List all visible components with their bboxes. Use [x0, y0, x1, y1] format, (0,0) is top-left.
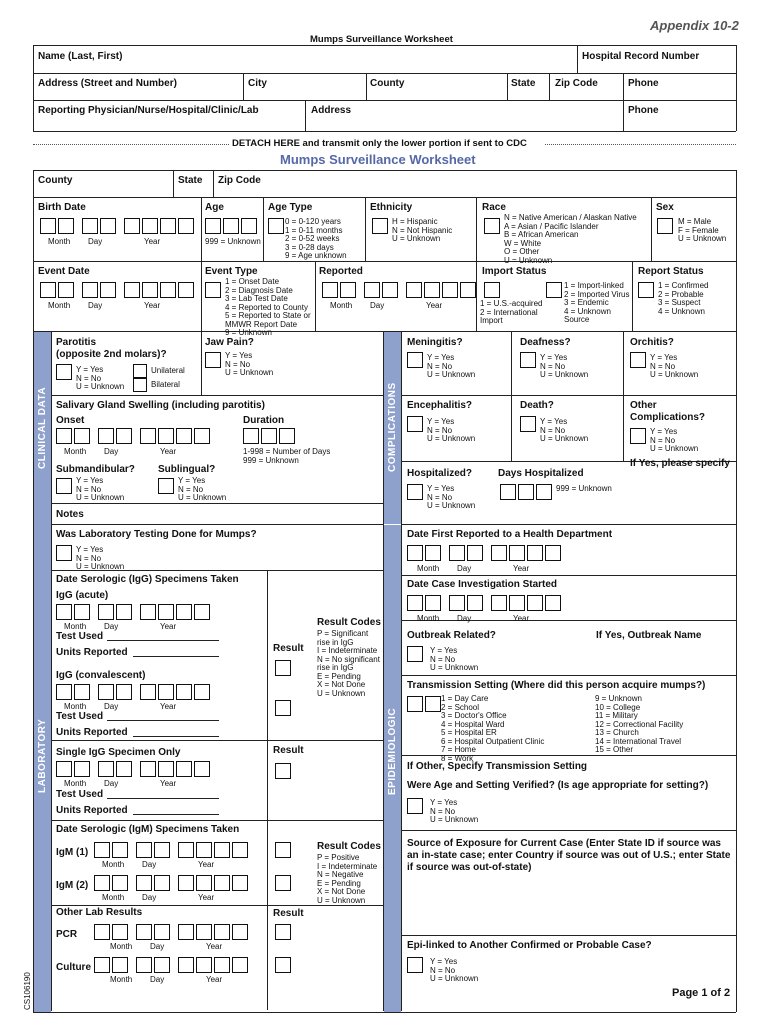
investigation-date-input[interactable]	[407, 595, 563, 611]
detach-text: DETACH HERE and transmit only the lower portion if sent to CDC	[232, 138, 527, 149]
form-id: CS106190	[23, 972, 32, 1010]
age-label: Age	[205, 202, 224, 213]
other-complications-input[interactable]	[630, 428, 646, 444]
birth-date-sublabels: Month Day Year	[48, 237, 161, 246]
parotitis-input[interactable]	[56, 364, 72, 380]
investigation-sublabels: Month Day Year	[417, 614, 530, 623]
zip-field-label: Zip Code	[218, 175, 261, 186]
igg-acute-label: IgG (acute)	[56, 590, 109, 601]
other-complications-label: Other Complications?	[630, 400, 706, 423]
reported-date-input[interactable]	[322, 282, 478, 298]
igg-conv-result-input[interactable]	[275, 700, 291, 716]
race-label: Race	[482, 202, 506, 213]
deafness-input[interactable]	[520, 352, 536, 368]
meningitis-label: Meningitis?	[407, 337, 463, 348]
other-complications-ynu: Y = Yes N = No U = Unknown	[650, 427, 699, 453]
igg-result-codes: P = Significant rise in IgG I = Indeterminate N = No significant rise in IgG E = Pending X = Not Done U = Unknown	[317, 629, 380, 698]
salivary-label: Salivary Gland Swelling (including parotitis)	[56, 400, 265, 411]
duration-codes: 1-998 = Number of Days 999 = Unknown	[243, 447, 331, 465]
address-label: Address (Street and Number)	[38, 78, 177, 89]
single-igg-label: Single IgG Specimen Only	[56, 747, 181, 758]
single-igg-result-label: Result	[273, 745, 304, 756]
culture-sublabels: Month Day Year	[110, 975, 223, 984]
outbreak-input[interactable]	[407, 646, 423, 662]
import-status-label: Import Status	[482, 266, 547, 277]
pcr-result-input[interactable]	[275, 924, 291, 940]
hospital-record-label: Hospital Record Number	[582, 51, 700, 62]
top-title: Mumps Surveillance Worksheet	[310, 34, 453, 45]
pcr-date-input[interactable]	[94, 924, 250, 940]
single-igg-date-input[interactable]	[56, 761, 212, 777]
county-field-label: County	[38, 175, 73, 186]
birth-date-input[interactable]	[40, 218, 196, 234]
sex-input[interactable]	[657, 218, 673, 234]
unilateral-checkbox[interactable]	[133, 364, 147, 378]
single-igg-test-used-label: Test Used	[56, 789, 104, 800]
import-codes-a: 1 = U.S.-acquired 2 = International Import	[480, 299, 543, 325]
encephalitis-ynu: Y = Yes N = No U = Unknown	[427, 417, 476, 443]
name-label: Name (Last, First)	[38, 51, 123, 62]
report-status-input[interactable]	[638, 282, 654, 298]
lab-testing-ynu: Y = Yes N = No U = Unknown	[76, 545, 125, 571]
age-unknown-note: 999 = Unknown	[205, 237, 261, 246]
outbreak-label: Outbreak Related?	[407, 630, 496, 641]
igg-taken-label: Date Serologic (IgG) Specimens Taken	[56, 574, 239, 585]
sex-codes: M = Male F = Female U = Unknown	[678, 217, 727, 243]
hospitalized-label: Hospitalized?	[407, 468, 473, 479]
event-type-codes: 1 = Onset Date 2 = Diagnosis Date 3 = Lab Test Date 4 = Reported to County 5 = Reported to State or MMWR Report Date 9 = Unknown	[225, 277, 311, 337]
igg-acute-units-field[interactable]	[133, 656, 219, 657]
igm1-sublabels: Month Day Year	[102, 860, 215, 869]
encephalitis-label: Encephalitis?	[407, 400, 473, 411]
appendix-label: Appendix 10-2	[650, 18, 739, 33]
outbreak-ynu: Y = Yes N = No U = Unknown	[430, 646, 479, 672]
county-label: County	[370, 78, 405, 89]
onset-label: Onset	[56, 415, 85, 426]
igg-conv-units-label: Units Reported	[56, 727, 128, 738]
igm-result-codes: P = Positive I = Indeterminate N = Negative E = Pending X = Not Done U = Unknown	[317, 853, 378, 905]
sublingual-label: Sublingual?	[158, 464, 216, 475]
igm-taken-label: Date Serologic (IgM) Specimens Taken	[56, 824, 240, 835]
state-field-label: State	[178, 175, 203, 186]
days-hospitalized-input[interactable]	[500, 484, 554, 500]
parotitis-ynu: Y = Yes N = No U = Unknown	[76, 365, 125, 391]
transmission-label: Transmission Setting (Where did this person acquire mumps?)	[407, 680, 706, 691]
event-type-input[interactable]	[205, 282, 221, 298]
single-igg-units-label: Units Reported	[56, 805, 128, 816]
import-codes-b: 1 = Import-linked 2 = Imported Virus 3 = Endemic 4 = Unknown Source	[564, 281, 630, 324]
igm1-date-input[interactable]	[94, 842, 250, 858]
import-status-input-a[interactable]	[484, 282, 500, 298]
report-status-label: Report Status	[638, 266, 704, 277]
igg-acute-result-input[interactable]	[275, 660, 291, 676]
igm2-sublabels: Month Day Year	[102, 893, 215, 902]
epi-linked-input[interactable]	[407, 957, 423, 973]
zip-label: Zip Code	[555, 78, 598, 89]
sublingual-ynu: Y = Yes N = No U = Unknown	[178, 476, 227, 502]
birth-date-label: Birth Date	[38, 202, 86, 213]
submandibular-ynu: Y = Yes N = No U = Unknown	[76, 476, 125, 502]
igg-acute-test-used-field[interactable]	[107, 640, 219, 641]
culture-result-input[interactable]	[275, 957, 291, 973]
single-igg-test-used-field[interactable]	[107, 798, 219, 799]
other-lab-result-label: Result	[273, 908, 304, 919]
meningitis-input[interactable]	[407, 352, 423, 368]
igg-conv-test-used-field[interactable]	[107, 720, 219, 721]
onset-date-input[interactable]	[56, 428, 212, 444]
pcr-sublabels: Month Day Year	[110, 942, 223, 951]
sex-label: Sex	[656, 202, 674, 213]
igg-acute-test-used-label: Test Used	[56, 631, 104, 642]
culture-label: Culture	[56, 962, 91, 973]
first-reported-label: Date First Reported to a Health Department	[407, 529, 613, 540]
death-label: Death?	[520, 400, 554, 411]
if-yes-specify-label: If Yes, please specify	[630, 458, 730, 469]
bilateral-label: Bilateral	[151, 380, 180, 389]
reporting-label: Reporting Physician/Nurse/Hospital/Clinic/Lab	[38, 105, 259, 116]
reporting-address-label: Address	[311, 105, 352, 116]
source-label: Source of Exposure for Current Case (Enter State ID if source was an in-state case; enter Country if source was out of U.S.; enter State if source was out-of-state)	[407, 838, 731, 873]
submandibular-input[interactable]	[56, 478, 72, 494]
parotitis-label: Parotitis (opposite 2nd molars)?	[56, 337, 167, 360]
igg-conv-test-used-label: Test Used	[56, 711, 104, 722]
hospitalized-ynu: Y = Yes N = No U = Unknown	[427, 484, 476, 510]
if-other-label: If Other, Specify Transmission Setting	[407, 761, 588, 772]
lab-testing-input[interactable]	[56, 545, 72, 561]
epi-linked-ynu: Y = Yes N = No U = Unknown	[430, 957, 479, 983]
epi-linked-label: Epi-linked to Another Confirmed or Probable Case?	[407, 940, 652, 951]
event-type-label: Event Type	[205, 266, 258, 277]
transmission-input[interactable]	[407, 696, 443, 712]
igm2-label: IgM (2)	[56, 880, 89, 891]
pcr-label: PCR	[56, 929, 78, 940]
igg-acute-units-label: Units Reported	[56, 647, 128, 658]
city-label: City	[248, 78, 267, 89]
jaw-pain-label: Jaw Pain?	[205, 337, 254, 348]
igg-result-codes-label: Result Codes	[317, 617, 381, 628]
event-date-sublabels: Month Day Year	[48, 301, 161, 310]
event-date-label: Event Date	[38, 266, 90, 277]
notes-label: Notes	[56, 509, 84, 520]
age-setting-ynu: Y = Yes N = No U = Unknown	[430, 798, 479, 824]
onset-sublabels: Month Day Year	[64, 447, 177, 456]
igm-result-codes-label: Result Codes	[317, 841, 381, 852]
orchitis-input[interactable]	[630, 352, 646, 368]
igm1-result-input[interactable]	[275, 842, 291, 858]
igm1-label: IgM (1)	[56, 847, 89, 858]
igg-acute-sublabels: Month Day Year	[64, 622, 177, 631]
lab-testing-label: Was Laboratory Testing Done for Mumps?	[56, 529, 257, 540]
other-lab-label: Other Lab Results	[56, 907, 143, 918]
igg-conv-units-field[interactable]	[133, 736, 219, 737]
jaw-pain-input[interactable]	[205, 352, 221, 368]
sublingual-input[interactable]	[158, 478, 174, 494]
igg-conv-sublabels: Month Day Year	[64, 702, 177, 711]
deafness-ynu: Y = Yes N = No U = Unknown	[540, 353, 589, 379]
igg-conv-label: IgG (convalescent)	[56, 670, 146, 681]
sidebar-epidemiologic: EPIDEMIOLOGIC	[384, 525, 401, 1012]
sidebar-complications: COMPLICATIONS	[384, 332, 401, 524]
reported-sublabels: Month Day Year	[330, 301, 443, 310]
main-title: Mumps Surveillance Worksheet	[280, 152, 476, 167]
meningitis-ynu: Y = Yes N = No U = Unknown	[427, 353, 476, 379]
age-type-input[interactable]	[268, 218, 284, 234]
age-setting-input[interactable]	[407, 798, 423, 814]
duration-input[interactable]	[243, 428, 297, 444]
first-reported-date-input[interactable]	[407, 545, 563, 561]
page-number: Page 1 of 2	[672, 987, 731, 999]
submandibular-label: Submandibular?	[56, 464, 135, 475]
orchitis-ynu: Y = Yes N = No U = Unknown	[650, 353, 699, 379]
igm2-date-input[interactable]	[94, 875, 250, 891]
age-input[interactable]	[205, 218, 259, 234]
ethnicity-label: Ethnicity	[370, 202, 413, 213]
orchitis-label: Orchitis?	[630, 337, 674, 348]
race-input[interactable]	[484, 218, 500, 234]
first-reported-sublabels: Month Day Year	[417, 564, 530, 573]
unilateral-label: Unilateral	[151, 366, 185, 375]
phone-label: Phone	[628, 78, 659, 89]
igg-conv-date-input[interactable]	[56, 684, 212, 700]
deafness-label: Deafness?	[520, 337, 571, 348]
investigation-label: Date Case Investigation Started	[407, 579, 558, 590]
transmission-codes-b: 9 = Unknown 10 = College 11 = Military 12 = Correctional Facility 13 = Church 14 = International Travel 15 = Other	[595, 694, 684, 754]
reporting-phone-label: Phone	[628, 105, 659, 116]
duration-label: Duration	[243, 415, 285, 426]
single-igg-result-input[interactable]	[275, 763, 291, 779]
hospitalized-input[interactable]	[407, 484, 423, 500]
single-igg-sublabels: Month Day Year	[64, 779, 177, 788]
single-igg-units-field[interactable]	[133, 814, 219, 815]
bilateral-checkbox[interactable]	[133, 378, 147, 392]
import-status-input-b[interactable]	[546, 282, 562, 298]
age-setting-label: Were Age and Setting Verified? (Is age appropriate for setting?)	[407, 780, 709, 791]
race-codes: N = Native American / Alaskan Native A = Asian / Pacific Islander B = African American W = White O = Other U = Unknown	[504, 213, 637, 265]
event-date-input[interactable]	[40, 282, 196, 298]
report-codes: 1 = Confirmed 2 = Probable 3 = Suspect 4 = Unknown	[658, 281, 709, 316]
days-unknown-note: 999 = Unknown	[556, 484, 612, 493]
culture-date-input[interactable]	[94, 957, 250, 973]
sidebar-clinical: CLINICAL DATA	[34, 332, 51, 527]
ethnicity-codes: H = Hispanic N = Not Hispanic U = Unknown	[392, 217, 453, 243]
age-type-codes: 0 = 0-120 years 1 = 0-11 months 2 = 0-52 weeks 3 = 0-28 days 9 = Age unknown	[285, 217, 347, 260]
ethnicity-input[interactable]	[372, 218, 388, 234]
age-type-label: Age Type	[268, 202, 313, 213]
outbreak-name-label: If Yes, Outbreak Name	[596, 630, 702, 641]
igg-acute-date-input[interactable]	[56, 604, 212, 620]
death-input[interactable]	[520, 416, 536, 432]
death-ynu: Y = Yes N = No U = Unknown	[540, 417, 589, 443]
encephalitis-input[interactable]	[407, 416, 423, 432]
reported-label: Reported	[319, 266, 363, 277]
state-label: State	[511, 78, 536, 89]
transmission-codes-a: 1 = Day Care 2 = School 3 = Doctor's Office 4 = Hospital Ward 5 = Hospital ER 6 = Hospital Outpatient Clinic 7 = Home 8 = Work	[441, 694, 545, 763]
sidebar-laboratory: LABORATORY	[34, 525, 51, 1012]
igm2-result-input[interactable]	[275, 875, 291, 891]
jaw-pain-ynu: Y = Yes N = No U = Unknown	[225, 351, 274, 377]
days-hospitalized-label: Days Hospitalized	[498, 468, 584, 479]
igg-result-label: Result	[273, 643, 304, 654]
